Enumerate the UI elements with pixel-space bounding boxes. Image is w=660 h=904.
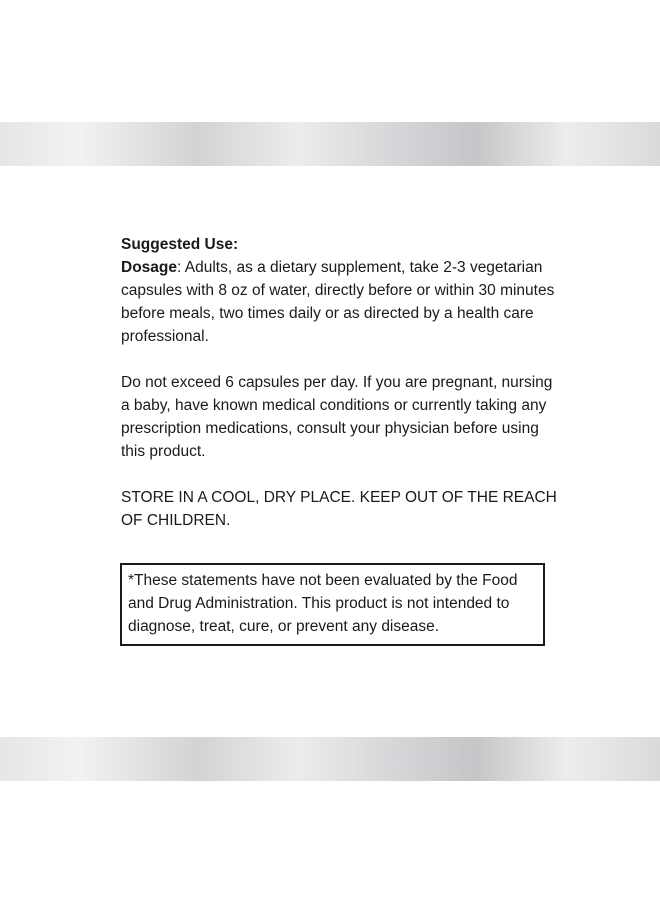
suggested-use-heading: Suggested Use: [121, 236, 239, 253]
warning-paragraph: Do not exceed 6 capsules per day. If you are pregnant, nursing a baby, have known medical conditions or currently taking any prescription medications, consult your physician before using this product. [121, 374, 553, 460]
bottom-gradient-band [0, 737, 660, 781]
fda-disclaimer-box [120, 563, 545, 646]
dosage-text: : Adults, as a dietary supplement, take 2-3 vegetarian capsules with 8 oz of water, directly before or within 30 minutes before meals, two times daily or as directed by a health care professional. [121, 259, 555, 345]
top-gradient-band [0, 122, 660, 166]
label-text-block [121, 233, 561, 532]
storage-paragraph: STORE IN A COOL, DRY PLACE. KEEP OUT OF THE REACH OF CHILDREN. [121, 489, 557, 529]
fda-disclaimer-text: *These statements have not been evaluated by the Food and Drug Administration. This product is not intended to diagnose, treat, cure, or prevent any disease. [128, 572, 518, 635]
dosage-paragraph [121, 256, 561, 348]
dosage-label: Dosage [121, 259, 177, 276]
